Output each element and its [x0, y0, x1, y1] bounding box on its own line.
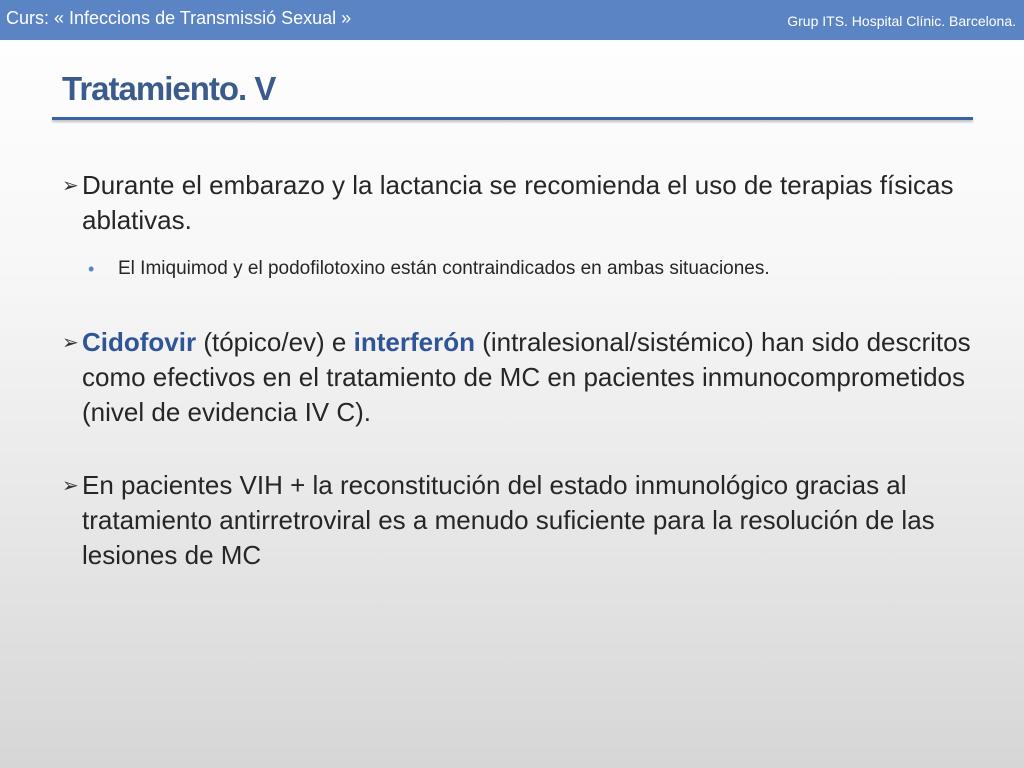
header-bar [0, 0, 1024, 40]
arrowhead-bullet-icon: ➢ [62, 332, 79, 354]
course-title: Curs: « Infeccions de Transmissió Sexual » [6, 8, 352, 28]
bullet-item [62, 168, 982, 238]
bullet-text: Durante el embarazo y la lactancia se recomienda el uso de terapias físicas ablativas. [82, 170, 954, 235]
title-divider [52, 117, 973, 120]
highlight-term-interferon: interferón [353, 327, 475, 357]
bullet-text-rest: (intralesional/sistémico) han sido descritos como efectivos en el tratamiento de MC en pacientes inmunocomprometidos (nivel de evidencia IV C). [82, 327, 971, 427]
sub-bullet-text: El Imiquimod y el podofilotoxino están contraindicados en ambas situaciones. [118, 258, 770, 279]
highlight-term-cidofovir: Cidofovir [82, 327, 197, 357]
arrowhead-bullet-icon: ➢ [62, 475, 79, 497]
institution-label: Grup ITS. Hospital Clínic. Barcelona. [787, 13, 1016, 29]
bullet-text-mid: (tópico/ev) e [196, 327, 354, 357]
slide-title: Tratamiento. V [62, 70, 276, 107]
bullet-item [62, 468, 982, 573]
bullet-item [62, 325, 982, 430]
dot-bullet-icon: • [88, 259, 95, 279]
arrowhead-bullet-icon: ➢ [62, 175, 79, 197]
sub-bullet-item [62, 256, 982, 282]
bullet-text: En pacientes VIH + la reconstitución del estado inmunológico gracias al tratamiento antirretroviral es a menudo suficiente para la resolución de las lesiones de MC [82, 470, 935, 570]
slide-content [62, 168, 982, 573]
